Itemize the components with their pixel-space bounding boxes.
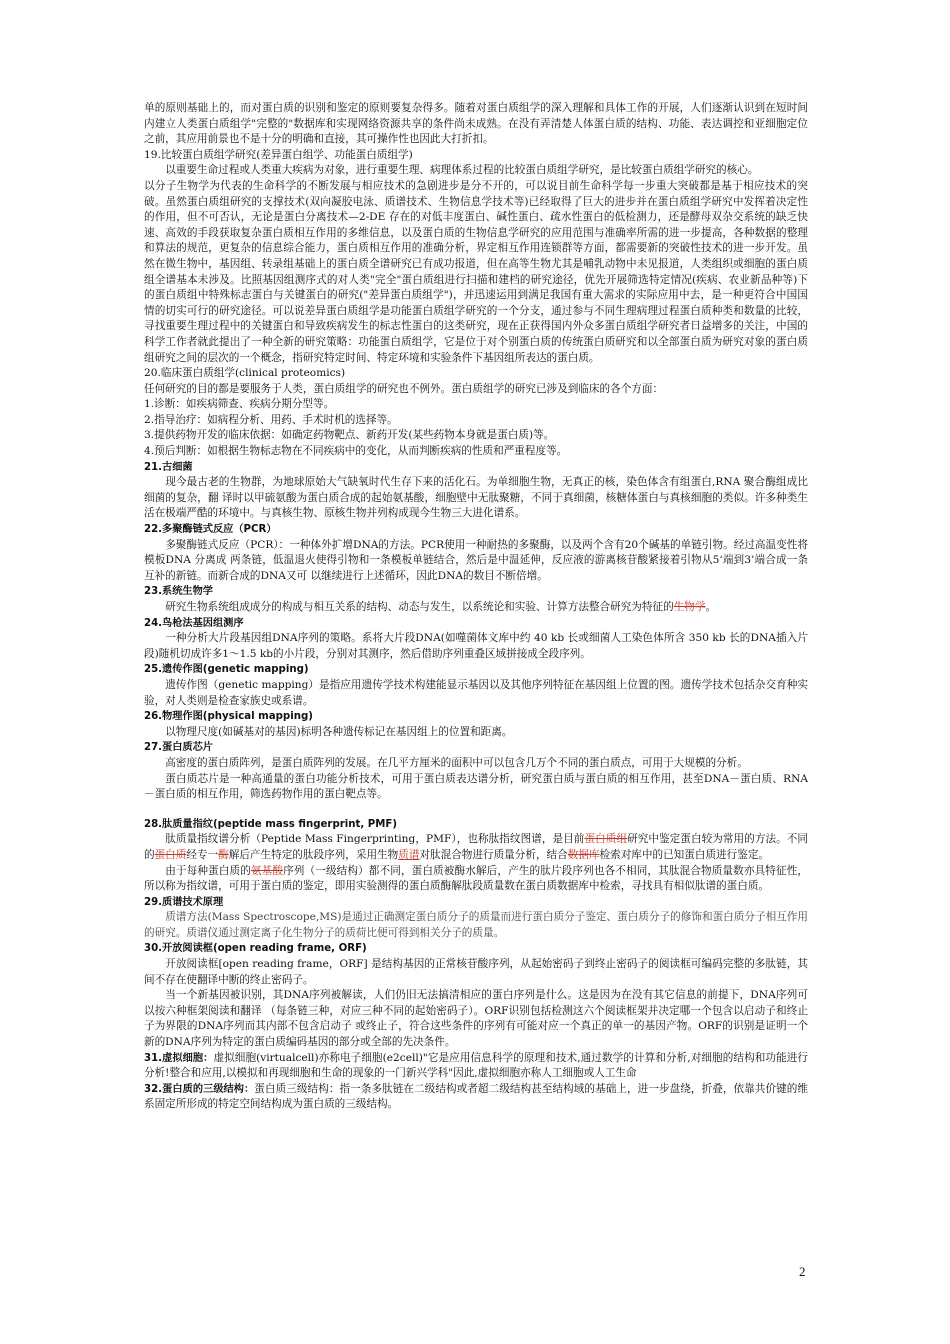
text-run: 检索对库中的已知蛋白质进行鉴定。 [599, 848, 770, 861]
page-content [144, 101, 808, 1113]
paragraph-27a: 高密度的蛋白质阵列，是蛋白质阵列的发展。在几平方厘米的面积中可以包含几万个不同的蛋白质点，可用于大规模的分析。 [165, 756, 748, 769]
heading-19: 19.比较蛋白质组学研究(差异蛋白组学、功能蛋白质组学) [144, 148, 413, 161]
tracked-deletion: 蛋白质 [154, 848, 187, 861]
paragraph-23-end: 。 [705, 601, 717, 613]
heading-25: 25.遗传作图(genetic mapping) [144, 664, 309, 676]
paragraph-26: 以物理尺度(如碱基对的基因)标明各种遗传标记在基因组上的位置和距离。 [165, 725, 513, 738]
paragraph-25: 遗传作图（genetic mapping）是指应用遗传学技术构建能显示基因以及其他序列特征在基因组上位置的图。遗传学技术包括杂交育种实验，对人类则是检查家族史或系谱。 [144, 678, 808, 707]
tracked-deletion: 蛋白质组 [584, 833, 628, 846]
heading-21: 21.古细菌 [144, 461, 193, 473]
heading-28: 28.肽质量指纹(peptide mass fingerprint, PMF) [144, 818, 398, 830]
paragraph-30a: 开放阅读框[open reading frame，ORF] 是结构基因的正常核苷酸序列，从起始密码子到终止密码子的阅读框可编码完整的多肽链，其间不存在使翻译中断的终止密码子。 [144, 958, 808, 986]
text-run: 序列（一级结构）都不同，蛋白质被酶水解后，产生的肽片段序列也各不相同，其肽混合物质量数亦具特征性，所以称为指纹谱，可用于蛋白质的鉴定，即用实验测得的蛋白质酶解肽段质量数在蛋白质数据库中检索，寻找具有相似肽谱的蛋白质。 [144, 864, 809, 893]
page-number: 2 [799, 1264, 806, 1279]
paragraph-31 [144, 1051, 808, 1082]
paragraph-32 [144, 1082, 808, 1113]
list-item: 4.预后判断：如根据生物标志物在不同疾病中的变化，从而判断疾病的性质和严重程度等。 [144, 445, 568, 458]
paragraph-27b: 蛋白质芯片是一种高通量的蛋白功能分析技术，可用于蛋白质表达谱分析，研究蛋白质与蛋白质的相互作用，甚至DNA－蛋白质、RNA－蛋白质的相互作用，筛选药物作用的蛋白靶点等。 [144, 772, 808, 801]
paragraph-23-text: 研究生物系统组成成分的构成与相互关系的结构、动态与发生，以系统论和实验、计算方法整合研究为特征的 [165, 601, 674, 613]
heading-23: 23.系统生物学 [144, 586, 213, 598]
text-run: 对肽混合物进行质量分析，结合 [419, 848, 568, 861]
heading-20: 20.临床蛋白质组学(clinical proteomics) [144, 367, 346, 380]
text-run: 肽质量指纹谱分析（Peptide Mass Fingerprinting，PMF），也称肽指纹图谱，是目前 [165, 833, 585, 846]
blank-line [144, 803, 808, 817]
list-item: 3.提供药物开发的临床依据：如确定药物靶点、新药开发(某些药物本身就是蛋白质)等。 [144, 429, 555, 442]
text-run: 解后产生特定的肽段序列，采用生物 [228, 848, 399, 861]
paragraph-21: 现今最古老的生物群，为地球原始大气缺氧时代生存下来的活化石。为单细胞生物，无真正的核，染色体含有组蛋白,RNA 聚合酶组成比细菌的复杂，翻 译时以甲硫氨酸为蛋白质合成的起始氨基酸，细胞壁中无肽聚糖，不同于真细菌，核糖体蛋白与真核细胞的类似。许多种类生活在极端严酷的环境中。与真核生物、原核生物并列构成现今生物三大进化谱系。 [144, 476, 808, 520]
tracked-insertion: 质谱 [398, 848, 420, 861]
heading-24: 24.鸟枪法基因组测序 [144, 617, 244, 629]
heading-22: 22.多聚酶链式反应（PCR） [144, 524, 277, 536]
text-run: 经专一 [186, 848, 219, 861]
paragraph-23 [144, 600, 808, 616]
paragraph-intro: 单的原则基础上的，而对蛋白质的识别和鉴定的原则要复杂得多。随着对蛋白质组学的深入理解和具体工作的开展，人们逐渐认识到在短时间内建立人类蛋白质组学"完整的"数据库和实现网络资源共享的条件尚未成熟。在没有弄清楚人体蛋白质的结构、功能、表达调控和亚细胞定位之前，其应用前景也不是十分的明确和直接，其可操作性也因此大打折扣。 [144, 102, 808, 146]
paragraph-22: 多聚酶链式反应（PCR）：一种体外扩增DNA的方法。PCR使用一种耐热的多聚酶，以及两个含有20个碱基的单链引物。经过高温变性将模板DNA 分离成 两条链，低温退火使得引物和一条模板单链结合，然后是中温延伸，反应液的游离核苷酸紧接着引物从5‘端到3’端合成一条互补的新链。而新合成的DNA又可 以继续进行上述循环，因此DNA的数目不断倍增。 [144, 538, 808, 582]
tracked-deletion: 生物学 [673, 601, 706, 613]
heading-27: 27.蛋白质芯片 [144, 742, 213, 754]
paragraph-19a: 以重要生命过程或人类重大疾病为对象，进行重要生理、病理体系过程的比较蛋白质组学研究，是比较蛋白质组学研究的核心。 [165, 164, 759, 177]
list-item: 1.诊断：如疾病筛查、疾病分期分型等。 [144, 398, 335, 411]
paragraph-30b: 当一个新基因被识别，其DNA序列被解读，人们仍旧无法搞清相应的蛋白序列是什么。这是因为在没有其它信息的前提下，DNA序列可以按六种框架阅读和翻译 （每条链三种，对应三种不同的起始密码子）。ORF识别包括检测这六个阅读框架并决定哪一个包含以启动子和终止子为界限的DNA序列而其内部不包含启动子 或终止子，符合这些条件的序列有可能对应一个真正的单一的基因产物。ORF的识别是证明一个新的DNA序列为特定的蛋白质编码基因的部分或全部的先决条件。 [144, 989, 808, 1049]
text-run: 研究中鉴定蛋白较为常用的方法。不同的 [144, 833, 809, 861]
heading-30: 30.开放阅读框(open reading frame, ORF) [144, 943, 367, 955]
text-run: 蛋白质三级结构：指一条多肽链在二级结构或者超二级结构甚至结构域的基础上，进一步盘绕，折叠，依靠共价键的维系固定所形成的特定空间结构成为蛋白质的三级结构。 [144, 1082, 809, 1111]
tracked-deletion: 数据库 [567, 848, 600, 861]
list-item: 2.指导治疗：如病程分析、用药、手术时机的选择等。 [144, 413, 398, 426]
tracked-deletion: 酶 [218, 848, 229, 861]
text-run: 由于每种蛋白质的 [165, 864, 251, 877]
heading-29: 29.质谱技术原理 [144, 896, 224, 908]
heading-32: 32.蛋白质的三级结构： [144, 1083, 255, 1095]
text-run: 虚拟细胞(virtualcell)亦称电子细胞(e2cell)"它是应用信息科学的原理和技术,通过数学的计算和分析,对细胞的结构和功能进行分析!整合和应用,以模拟和再现细胞和生命的现象的一门新兴学科"因此,虚拟细胞亦称人工细胞或人工生命 [144, 1051, 809, 1080]
paragraph-28b [144, 864, 808, 895]
paragraph-28a [144, 832, 808, 863]
paragraph-24: 一种分析大片段基因组DNA序列的策略。系将大片段DNA(如噬菌体文库中约 40 kb 长或细菌人工染色体所含 350 kb 长的DNA插入片段)随机切成许多1～1.5 kb的小片段，分别对其测序，然后借助序列重叠区域拼接成全段序列。 [144, 632, 808, 660]
tracked-deletion: 氨基酸 [250, 864, 284, 877]
paragraph-20: 任何研究的目的都是要服务于人类，蛋白质组学的研究也不例外。蛋白质组学的研究已涉及到临床的各个方面： [144, 382, 664, 395]
paragraph-29: 质谱方法(Mass Spectroscope,MS)是通过正确测定蛋白质分子的质量而进行蛋白质分子鉴定、蛋白质分子的修饰和蛋白质分子相互作用的研究。质谱仪通过测定离子化生物分子的质荷比便可得到相关分子的质量。 [144, 911, 808, 939]
heading-31: 31.虚拟细胞： [144, 1052, 214, 1064]
heading-26: 26.物理作图(physical mapping) [144, 711, 313, 723]
paragraph-19b: 以分子生物学为代表的生命科学的不断发展与相应技术的急剧进步是分不开的，可以说目前生命科学每一步重大突破都是基于相应技术的突破。虽然蛋白质组研究的支撑技术(双向凝胶电泳、质谱技术、生物信息学技术等)已经取得了巨大的进步并在蛋白质组学研究中发挥着决定性的作用，但不可否认，无论是蛋白分离技术—2-DE 存在的对低丰度蛋白、碱性蛋白、疏水性蛋白的低检测力，还是酵母双杂交系统的缺乏快速、高效的手段获取复杂蛋白质相互作用的多维信息，以及蛋白质的生物信息学研究的应用范围与准确率所需的进一步提高，各种数据的整理和算法的规范，更复杂的信息综合能力，蛋白质相互作用的准确分析，界定相互作用连锁群等方面，都需要新的突破性技术的进一步开发。虽然在微生物中，基因组、转录组基础上的蛋白质全谱研究已有成功报道，但在高等生物尤其是哺乳动物中未见报道，人类组织或细胞的蛋白质组全谱基本未涉及。比照基因组测序式的对人类"完全"蛋白质组进行扫描和建档的研究途径，优先开展筛选特定情况(疾病、农业新品种等)下的蛋白质组中特殊标志蛋白与关键蛋白的研究("差异蛋白质组学")，并迅速运用到满足我国有重大需求的实际应用中去，是一种更符合中国国情的切实可行的研究途径。可以说差异蛋白质组学是功能蛋白质组学研究的一个分支，通过参与不同生理病理过程蛋白质种类和数量的比较，寻找重要生理过程中的关键蛋白和导致疾病发生的标志性蛋白的这类研究，现在正获得国内外众多蛋白质组学研究者日益增多的关注，中国的科学工作者就此提出了一种全新的研究策略：功能蛋白质组学，它是位于对个别蛋白质的传统蛋白质研究和以全部蛋白质为研究对象的蛋白质组研究之间的层次的一个概念，指研究特定时间、特定环境和实验条件下基因组所表达的蛋白质。 [144, 179, 808, 364]
